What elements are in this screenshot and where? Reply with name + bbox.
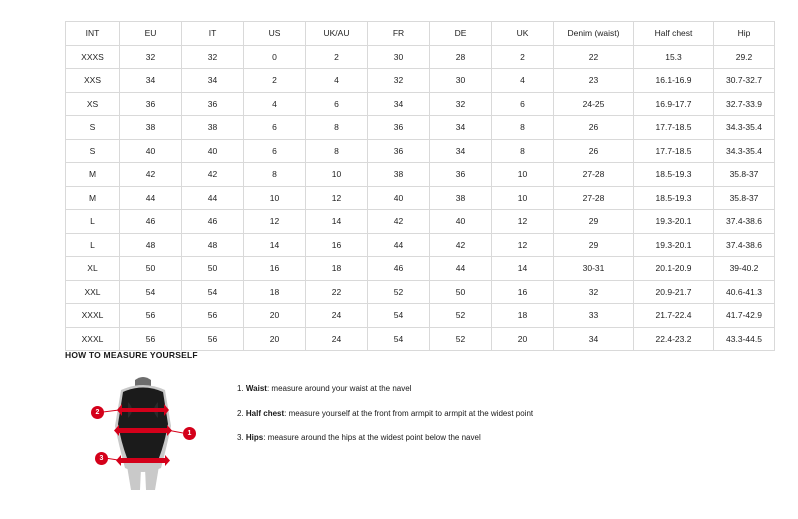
cell-fr: 52	[368, 280, 430, 304]
cell-denim-waist: 22	[554, 45, 634, 69]
cell-de: 28	[430, 45, 492, 69]
cell-it: 46	[182, 210, 244, 234]
cell-it: 36	[182, 92, 244, 116]
cell-it: 44	[182, 186, 244, 210]
cell-uk: 10	[492, 163, 554, 187]
cell-eu: 56	[120, 304, 182, 328]
table-row	[66, 139, 775, 163]
cell-int: M	[66, 163, 120, 187]
measure-note-term: Half chest	[245, 408, 285, 418]
cell-half-chest: 21.7-22.4	[634, 304, 714, 328]
cell-eu: 56	[120, 327, 182, 351]
cell-uk-au: 16	[306, 233, 368, 257]
cell-de: 34	[430, 139, 492, 163]
column-header-int: INT	[66, 22, 120, 46]
cell-fr: 46	[368, 257, 430, 281]
table-body	[66, 45, 775, 351]
cell-de: 32	[430, 92, 492, 116]
measure-note-number: 2.	[237, 408, 244, 418]
cell-de: 40	[430, 210, 492, 234]
column-header-fr: FR	[368, 22, 430, 46]
column-header-uk-au: UK/AU	[306, 22, 368, 46]
column-header-hip: Hip	[714, 22, 775, 46]
cell-uk: 8	[492, 116, 554, 140]
measure-note-text: : measure around your waist at the navel	[266, 384, 412, 393]
cell-fr: 38	[368, 163, 430, 187]
cell-uk: 20	[492, 327, 554, 351]
size-chart-table	[65, 21, 775, 351]
cell-it: 56	[182, 304, 244, 328]
cell-int: L	[66, 210, 120, 234]
cell-int: XXXL	[66, 327, 120, 351]
column-header-denim-waist: Denim (waist)	[554, 22, 634, 46]
cell-int: XXXL	[66, 304, 120, 328]
cell-us: 18	[244, 280, 306, 304]
cell-us: 0	[244, 45, 306, 69]
cell-int: M	[66, 186, 120, 210]
table-row	[66, 45, 775, 69]
cell-uk: 6	[492, 92, 554, 116]
cell-hip: 34.3-35.4	[714, 116, 775, 140]
cell-uk-au: 2	[306, 45, 368, 69]
cell-it: 56	[182, 327, 244, 351]
marker-waist: 1	[183, 427, 196, 440]
cell-fr: 36	[368, 139, 430, 163]
cell-int: XXXS	[66, 45, 120, 69]
cell-fr: 30	[368, 45, 430, 69]
cell-uk-au: 12	[306, 186, 368, 210]
cell-uk-au: 4	[306, 69, 368, 93]
cell-half-chest: 20.1-20.9	[634, 257, 714, 281]
cell-uk-au: 8	[306, 116, 368, 140]
cell-denim-waist: 26	[554, 139, 634, 163]
cell-de: 42	[430, 233, 492, 257]
cell-uk-au: 24	[306, 327, 368, 351]
how-to-measure-body	[65, 374, 765, 494]
cell-denim-waist: 24-25	[554, 92, 634, 116]
cell-uk: 18	[492, 304, 554, 328]
measure-note-text: : measure around the hips at the widest point below the navel	[263, 433, 481, 443]
cell-hip: 34.3-35.4	[714, 139, 775, 163]
cell-half-chest: 17.7-18.5	[634, 139, 714, 163]
cell-half-chest: 18.5-19.3	[634, 186, 714, 210]
cell-denim-waist: 27-28	[554, 186, 634, 210]
cell-de: 52	[430, 327, 492, 351]
table-row	[66, 280, 775, 304]
table-row	[66, 257, 775, 281]
cell-denim-waist: 32	[554, 280, 634, 304]
cell-uk-au: 8	[306, 139, 368, 163]
table-header-row	[66, 22, 775, 46]
cell-uk-au: 14	[306, 210, 368, 234]
cell-de: 30	[430, 69, 492, 93]
cell-eu: 38	[120, 116, 182, 140]
cell-eu: 54	[120, 280, 182, 304]
cell-fr: 40	[368, 186, 430, 210]
cell-it: 42	[182, 163, 244, 187]
cell-uk: 12	[492, 233, 554, 257]
cell-denim-waist: 23	[554, 69, 634, 93]
cell-it: 38	[182, 116, 244, 140]
cell-it: 34	[182, 69, 244, 93]
cell-half-chest: 15.3	[634, 45, 714, 69]
measure-note-waist	[237, 384, 533, 394]
cell-half-chest: 16.9-17.7	[634, 92, 714, 116]
cell-fr: 34	[368, 92, 430, 116]
table-row	[66, 186, 775, 210]
measure-note-hips	[237, 433, 533, 443]
cell-half-chest: 19.3-20.1	[634, 210, 714, 234]
cell-half-chest: 19.3-20.1	[634, 233, 714, 257]
cell-half-chest: 16.1-16.9	[634, 69, 714, 93]
cell-uk-au: 18	[306, 257, 368, 281]
cell-de: 44	[430, 257, 492, 281]
table-row	[66, 69, 775, 93]
cell-uk: 2	[492, 45, 554, 69]
cell-int: XXS	[66, 69, 120, 93]
cell-uk: 14	[492, 257, 554, 281]
cell-de: 52	[430, 304, 492, 328]
how-to-measure-section	[65, 350, 765, 494]
cell-us: 6	[244, 139, 306, 163]
cell-eu: 48	[120, 233, 182, 257]
cell-hip: 30.7-32.7	[714, 69, 775, 93]
size-table-container	[65, 21, 762, 351]
cell-uk: 10	[492, 186, 554, 210]
cell-uk-au: 10	[306, 163, 368, 187]
cell-us: 6	[244, 116, 306, 140]
cell-hip: 43.3-44.5	[714, 327, 775, 351]
cell-fr: 36	[368, 116, 430, 140]
cell-it: 54	[182, 280, 244, 304]
cell-int: S	[66, 139, 120, 163]
cell-hip: 39-40.2	[714, 257, 775, 281]
cell-us: 4	[244, 92, 306, 116]
cell-eu: 40	[120, 139, 182, 163]
cell-us: 10	[244, 186, 306, 210]
cell-de: 36	[430, 163, 492, 187]
table-row	[66, 304, 775, 328]
cell-uk: 12	[492, 210, 554, 234]
cell-us: 16	[244, 257, 306, 281]
cell-hip: 35.8-37	[714, 186, 775, 210]
cell-denim-waist: 26	[554, 116, 634, 140]
cell-denim-waist: 29	[554, 210, 634, 234]
column-header-uk: UK	[492, 22, 554, 46]
cell-us: 14	[244, 233, 306, 257]
table-row	[66, 92, 775, 116]
cell-hip: 32.7-33.9	[714, 92, 775, 116]
cell-de: 38	[430, 186, 492, 210]
cell-us: 2	[244, 69, 306, 93]
cell-uk: 16	[492, 280, 554, 304]
column-header-de: DE	[430, 22, 492, 46]
cell-fr: 44	[368, 233, 430, 257]
cell-us: 8	[244, 163, 306, 187]
cell-hip: 29.2	[714, 45, 775, 69]
cell-fr: 32	[368, 69, 430, 93]
cell-int: S	[66, 116, 120, 140]
measure-note-number: 3.	[237, 433, 244, 443]
cell-uk: 4	[492, 69, 554, 93]
cell-hip: 40.6-41.3	[714, 280, 775, 304]
table-row	[66, 210, 775, 234]
table-row	[66, 327, 775, 351]
cell-eu: 50	[120, 257, 182, 281]
cell-uk-au: 24	[306, 304, 368, 328]
cell-us: 12	[244, 210, 306, 234]
cell-denim-waist: 27-28	[554, 163, 634, 187]
cell-half-chest: 17.7-18.5	[634, 116, 714, 140]
column-header-us: US	[244, 22, 306, 46]
cell-denim-waist: 30-31	[554, 257, 634, 281]
column-header-eu: EU	[120, 22, 182, 46]
cell-half-chest: 22.4-23.2	[634, 327, 714, 351]
table-row	[66, 233, 775, 257]
cell-eu: 46	[120, 210, 182, 234]
cell-int: XS	[66, 92, 120, 116]
cell-eu: 34	[120, 69, 182, 93]
cell-fr: 54	[368, 327, 430, 351]
cell-fr: 54	[368, 304, 430, 328]
cell-hip: 37.4-38.6	[714, 210, 775, 234]
measure-note-term: Waist	[245, 384, 267, 393]
cell-it: 40	[182, 139, 244, 163]
cell-denim-waist: 34	[554, 327, 634, 351]
mannequin-illustration	[95, 374, 215, 494]
cell-int: L	[66, 233, 120, 257]
cell-hip: 41.7-42.9	[714, 304, 775, 328]
cell-eu: 42	[120, 163, 182, 187]
cell-int: XL	[66, 257, 120, 281]
measure-note-number: 1.	[237, 384, 244, 393]
cell-half-chest: 18.5-19.3	[634, 163, 714, 187]
cell-it: 50	[182, 257, 244, 281]
how-to-measure-title: HOW TO MEASURE YOURSELF	[65, 350, 198, 360]
cell-fr: 42	[368, 210, 430, 234]
measure-note-half-chest	[237, 409, 533, 419]
cell-eu: 36	[120, 92, 182, 116]
measure-note-text: : measure yourself at the front from armpit to armpit at the widest point	[284, 408, 534, 418]
cell-denim-waist: 33	[554, 304, 634, 328]
measure-notes	[237, 374, 533, 458]
cell-de: 34	[430, 116, 492, 140]
column-header-half-chest: Half chest	[634, 22, 714, 46]
cell-it: 32	[182, 45, 244, 69]
table-row	[66, 116, 775, 140]
column-header-it: IT	[182, 22, 244, 46]
measure-note-term: Hips	[245, 433, 264, 443]
table-row	[66, 163, 775, 187]
marker-half-chest: 2	[91, 406, 104, 419]
cell-denim-waist: 29	[554, 233, 634, 257]
cell-int: XXL	[66, 280, 120, 304]
cell-hip: 35.8-37	[714, 163, 775, 187]
cell-it: 48	[182, 233, 244, 257]
cell-eu: 44	[120, 186, 182, 210]
cell-de: 50	[430, 280, 492, 304]
cell-half-chest: 20.9-21.7	[634, 280, 714, 304]
marker-hips: 3	[95, 452, 108, 465]
cell-us: 20	[244, 327, 306, 351]
mannequin-figure-icon	[95, 374, 215, 494]
cell-uk-au: 22	[306, 280, 368, 304]
cell-uk: 8	[492, 139, 554, 163]
cell-us: 20	[244, 304, 306, 328]
cell-hip: 37.4-38.6	[714, 233, 775, 257]
cell-uk-au: 6	[306, 92, 368, 116]
cell-eu: 32	[120, 45, 182, 69]
